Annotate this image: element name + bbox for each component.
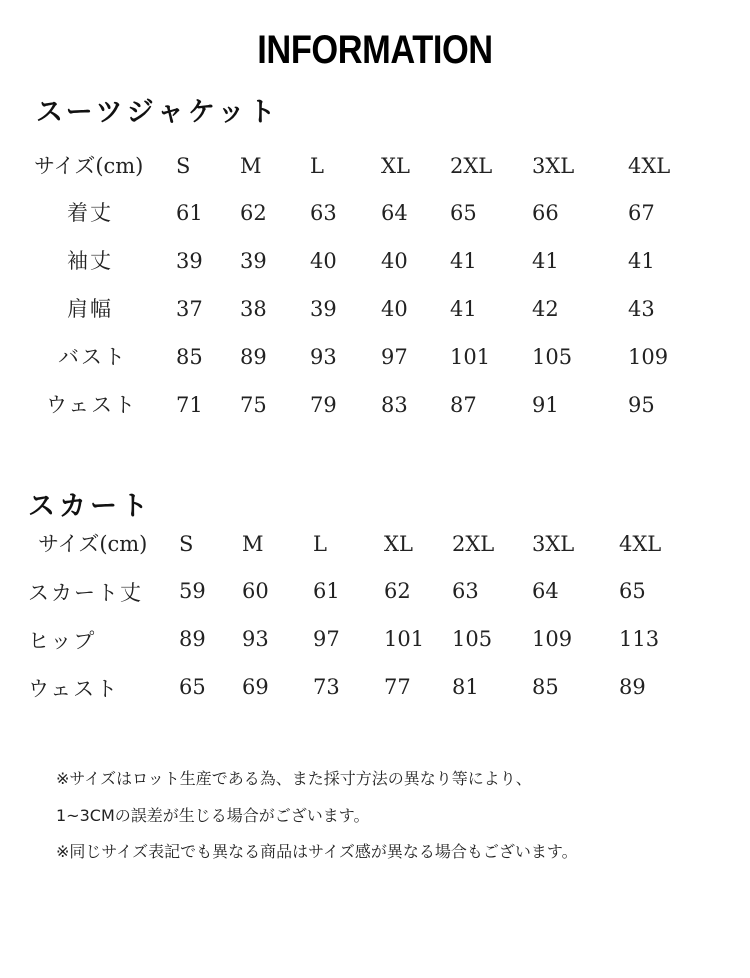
jacket-cell: 37 bbox=[176, 297, 203, 321]
jacket-cell: 65 bbox=[450, 201, 477, 225]
jacket-cell: 41 bbox=[450, 297, 477, 321]
jacket-cell: 85 bbox=[176, 345, 203, 369]
jacket-row-label: バスト bbox=[58, 345, 127, 369]
jacket-size-xl: XL bbox=[381, 154, 410, 178]
jacket-row-label: 袖丈 bbox=[67, 249, 113, 273]
jacket-cell: 61 bbox=[176, 201, 203, 225]
jacket-cell: 40 bbox=[381, 249, 408, 273]
jacket-row-label: ウェスト bbox=[46, 393, 138, 417]
jacket-cell: 101 bbox=[450, 345, 491, 369]
jacket-cell: 63 bbox=[310, 201, 337, 225]
skirt-cell: 61 bbox=[313, 579, 340, 603]
skirt-cell: 73 bbox=[313, 675, 340, 699]
skirt-cell: 89 bbox=[619, 675, 646, 699]
skirt-cell: 77 bbox=[384, 675, 411, 699]
skirt-size-s: S bbox=[179, 532, 194, 556]
jacket-cell: 64 bbox=[381, 201, 408, 225]
skirt-row-label: ウェスト bbox=[28, 677, 120, 701]
skirt-cell: 97 bbox=[313, 627, 340, 651]
jacket-cell: 41 bbox=[532, 249, 559, 273]
jacket-cell: 95 bbox=[628, 393, 655, 417]
jacket-cell: 43 bbox=[628, 297, 655, 321]
jacket-cell: 39 bbox=[310, 297, 337, 321]
page-title: INFORMATION bbox=[257, 28, 493, 72]
skirt-cell: 93 bbox=[242, 627, 269, 651]
skirt-cell: 101 bbox=[384, 627, 425, 651]
jacket-cell: 41 bbox=[450, 249, 477, 273]
skirt-row-label: ヒップ bbox=[28, 629, 97, 653]
jacket-cell: 93 bbox=[310, 345, 337, 369]
skirt-size-m: M bbox=[242, 532, 264, 556]
skirt-cell: 62 bbox=[384, 579, 411, 603]
jacket-size-s: S bbox=[176, 154, 191, 178]
skirt-cell: 64 bbox=[532, 579, 559, 603]
skirt-cell: 113 bbox=[619, 627, 660, 651]
jacket-cell: 79 bbox=[310, 393, 337, 417]
skirt-cell: 65 bbox=[619, 579, 646, 603]
jacket-size-3xl: 3XL bbox=[532, 154, 575, 178]
jacket-cell: 40 bbox=[381, 297, 408, 321]
jacket-cell: 39 bbox=[176, 249, 203, 273]
jacket-cell: 62 bbox=[240, 201, 267, 225]
skirt-cell: 85 bbox=[532, 675, 559, 699]
jacket-cell: 38 bbox=[240, 297, 267, 321]
jacket-row-label: 肩幅 bbox=[67, 297, 113, 321]
skirt-cell: 89 bbox=[179, 627, 206, 651]
skirt-size-2xl: 2XL bbox=[452, 532, 495, 556]
skirt-heading: スカート bbox=[28, 491, 152, 522]
jacket-cell: 41 bbox=[628, 249, 655, 273]
jacket-cell: 75 bbox=[240, 393, 267, 417]
jacket-cell: 105 bbox=[532, 345, 573, 369]
skirt-cell: 63 bbox=[452, 579, 479, 603]
skirt-cell: 60 bbox=[242, 579, 269, 603]
jacket-size-l: L bbox=[310, 154, 324, 178]
note-line: 1~3CMの誤差が生じる場合がございます。 bbox=[56, 806, 370, 825]
jacket-cell: 87 bbox=[450, 393, 477, 417]
jacket-cell: 91 bbox=[532, 393, 559, 417]
jacket-cell: 39 bbox=[240, 249, 267, 273]
skirt-size-l: L bbox=[313, 532, 327, 556]
jacket-cell: 83 bbox=[381, 393, 408, 417]
skirt-cell: 81 bbox=[452, 675, 479, 699]
skirt-row-label: スカート丈 bbox=[28, 581, 143, 605]
jacket-cell: 97 bbox=[381, 345, 408, 369]
jacket-row-label: 着丈 bbox=[67, 201, 113, 225]
jacket-cell: 66 bbox=[532, 201, 559, 225]
skirt-header-label: サイズ(cm) bbox=[38, 532, 148, 556]
jacket-heading: スーツジャケット bbox=[36, 97, 280, 128]
note-line: ※サイズはロット生産である為、また採寸方法の異なり等により、 bbox=[56, 769, 532, 788]
jacket-size-4xl: 4XL bbox=[628, 154, 671, 178]
skirt-cell: 69 bbox=[242, 675, 269, 699]
jacket-header-label: サイズ(cm) bbox=[34, 154, 144, 178]
skirt-cell: 59 bbox=[179, 579, 206, 603]
skirt-size-4xl: 4XL bbox=[619, 532, 662, 556]
jacket-cell: 89 bbox=[240, 345, 267, 369]
skirt-cell: 65 bbox=[179, 675, 206, 699]
skirt-size-xl: XL bbox=[384, 532, 413, 556]
skirt-size-3xl: 3XL bbox=[532, 532, 575, 556]
skirt-cell: 105 bbox=[452, 627, 493, 651]
jacket-size-m: M bbox=[240, 154, 262, 178]
jacket-cell: 109 bbox=[628, 345, 669, 369]
jacket-cell: 71 bbox=[176, 393, 203, 417]
jacket-size-2xl: 2XL bbox=[450, 154, 493, 178]
jacket-cell: 67 bbox=[628, 201, 655, 225]
note-line: ※同じサイズ表記でも異なる商品はサイズ感が異なる場合もございます。 bbox=[56, 842, 578, 861]
jacket-cell: 42 bbox=[532, 297, 559, 321]
skirt-cell: 109 bbox=[532, 627, 573, 651]
jacket-cell: 40 bbox=[310, 249, 337, 273]
